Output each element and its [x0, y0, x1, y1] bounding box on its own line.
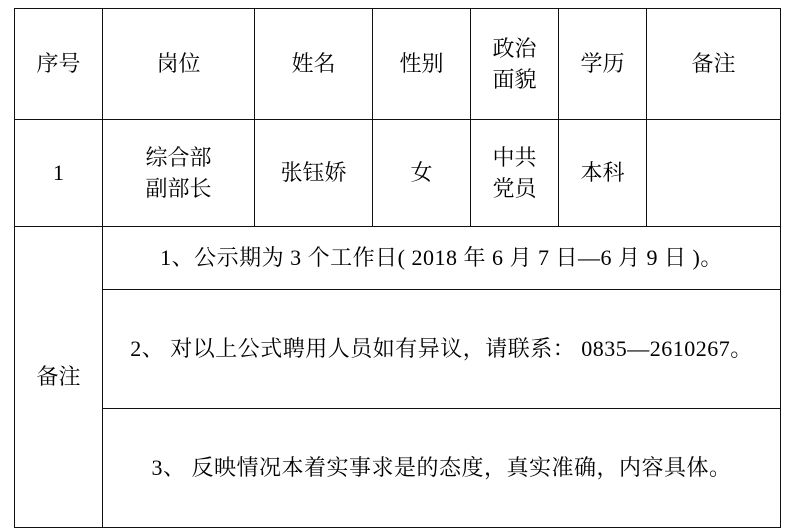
cell-education: [559, 120, 647, 227]
cell-political: [471, 120, 559, 227]
header-cell-remark: [647, 9, 781, 120]
cell-name: [255, 120, 373, 227]
note-cell-1: [103, 227, 781, 290]
header-label-seq: 序号: [36, 51, 81, 77]
cell-remark: [647, 120, 781, 227]
note-text-2: 2、 对以上公式聘用人员如有异议，请联系： 0835—2610267。: [130, 336, 753, 362]
value-education: 本科: [580, 160, 625, 186]
cell-sex: [373, 120, 471, 227]
note-text-1: 1、公示期为 3 个工作日( 2018 年 6 月 7 日—6 月 9 日 )。: [160, 245, 723, 271]
remark-label-text: 备注: [36, 364, 81, 390]
announcement-table: [14, 8, 781, 528]
note-row-2: [15, 290, 781, 409]
header-cell-seq: [15, 9, 103, 120]
note-row-3: [15, 409, 781, 528]
value-name: 张钰娇: [280, 160, 347, 186]
value-political-line1: 中共: [492, 144, 537, 170]
header-cell-post: [103, 9, 255, 120]
note-cell-2: [103, 290, 781, 409]
value-sex: 女: [410, 160, 433, 186]
header-label-post: 岗位: [156, 51, 201, 77]
header-label-political-line1: 政治: [492, 35, 537, 61]
header-cell-education: [559, 9, 647, 120]
cell-seq: [15, 120, 103, 227]
value-post-line2: 副部长: [145, 176, 212, 201]
header-label-sex: 性别: [399, 51, 444, 77]
header-label-education: 学历: [580, 51, 625, 77]
header-cell-sex: [373, 9, 471, 120]
cell-post: [103, 120, 255, 227]
table-header-row: [15, 9, 781, 120]
remark-label-cell: [15, 227, 103, 528]
header-cell-name: [255, 9, 373, 120]
header-cell-political: [471, 9, 559, 120]
note-cell-3: [103, 409, 781, 528]
value-seq: 1: [53, 160, 64, 186]
header-label-name: 姓名: [291, 51, 336, 77]
value-political-line2: 党员: [492, 176, 537, 201]
document-page: [0, 8, 800, 531]
value-post-line1: 综合部: [145, 144, 212, 170]
table-row: [15, 120, 781, 227]
note-row-1: [15, 227, 781, 290]
header-label-political-line2: 面貌: [492, 67, 537, 92]
note-text-3: 3、 反映情况本着实事求是的态度，真实准确，内容具体。: [151, 455, 732, 481]
header-label-remark: 备注: [691, 51, 736, 77]
